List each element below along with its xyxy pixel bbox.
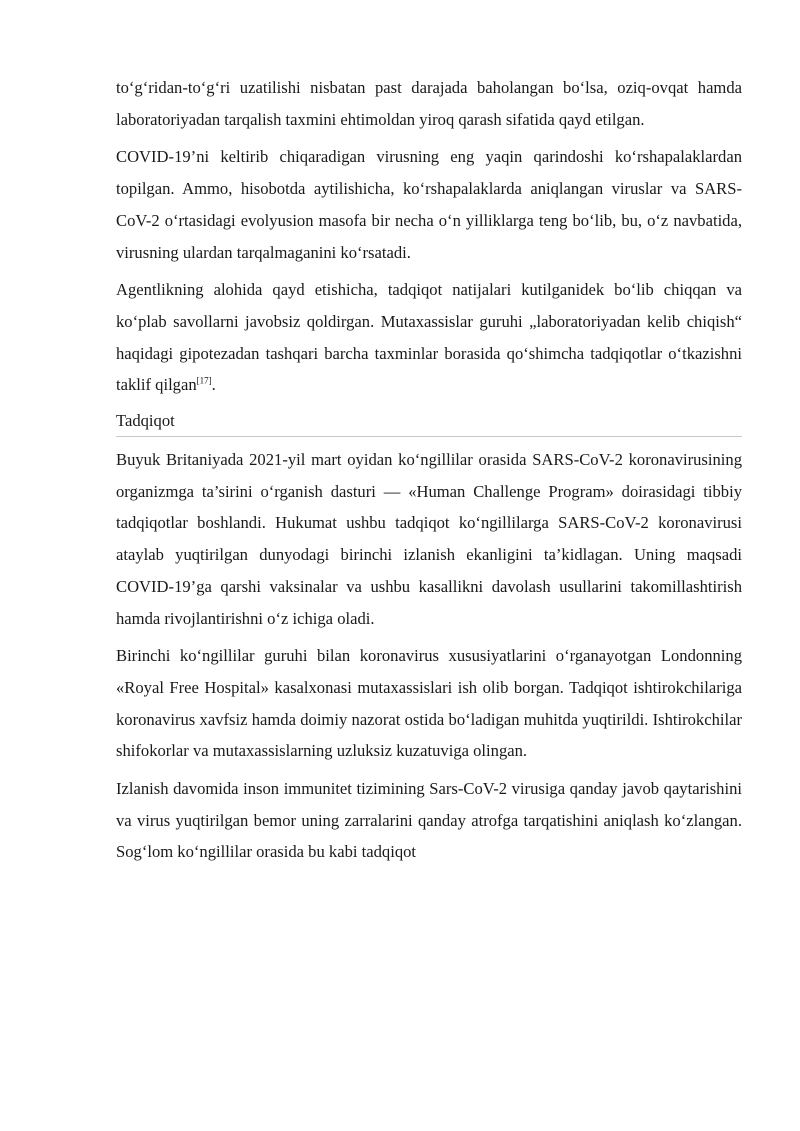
paragraph-trailing: . <box>211 375 216 395</box>
paragraph-origin-assessment <box>116 72 742 135</box>
paragraph-human-challenge <box>116 444 742 634</box>
paragraph-text: to‘g‘ridan-to‘g‘ri uzatilishi nisbatan past darajada baholangan bo‘lsa, oziq-ovqat hamda laboratoriyadan tarqalish taxmini ehtimoldan yiroq qarash sifatida qayd etilgan. <box>116 78 742 129</box>
paragraph-royal-free <box>116 640 742 767</box>
citation-link[interactable]: [17] <box>196 375 212 386</box>
paragraph-text: Agentlikning alohida qayd etishicha, tadqiqot natijalari kutilganidek bo‘lib chiqqan va ko‘plab savollarni javobsiz qoldirgan. Mutaxassislar guruhi „laboratoriyadan kelib chiqish“ haqidagi gipotezadan tashqari barcha taxminlar borasida qo‘shimcha tadqiqotlar o‘tkazishni taklif qilgan <box>116 280 742 395</box>
paragraph-text: Birinchi ko‘ngillilar guruhi bilan koronavirus xususiyatlarini o‘rganayotgan Londonning «Royal Free Hospital» kasalxonasi mutaxassislari ish olib borgan. Tadqiqot ishtirokchilariga koronavirus xavfsiz hamda doimiy nazorat ostida bo‘ladigan muhitda yuqtirildi. Ishtirokchilar shifokorlar va mutaxassislarning uzluksiz kuzatuviga olingan. <box>116 646 742 761</box>
section-heading: Tadqiqot <box>116 407 742 437</box>
paragraph-bat-relatives <box>116 141 742 268</box>
paragraph-text: Buyuk Britaniyada 2021-yil mart oyidan ko‘ngillilar orasida SARS-CoV-2 koronavirusining organizmga ta’sirini o‘rganish dasturi — «Human Challenge Program» doirasidagi tibbiy tadqiqotlar boshlandi. Hukumat ushbu tadqiqot ko‘ngillilarga SARS-CoV-2 koronavirusi ataylab yuqtirilgan dunyodagi birinchi izlanish ekanligini ta’kidlagan. Uning maqsadi COVID-19’ga qarshi vaksinalar va ushbu kasallikni davolash usullarini takomillashtirish hamda rivojlantirishni o‘z ichiga oladi. <box>116 450 742 628</box>
paragraph-immune-response <box>116 773 742 868</box>
paragraph-agency-findings <box>116 274 742 401</box>
document-page <box>116 72 742 874</box>
paragraph-text: Izlanish davomida inson immunitet tizimining Sars-CoV-2 virusiga qanday javob qaytarishini va virus yuqtirilgan bemor uning zarralarini qanday atrofga tarqatishini aniqlash ko‘zlangan. Sog‘lom ko‘ngillilar orasida bu kabi tadqiqot <box>116 779 742 862</box>
paragraph-text: COVID-19’ni keltirib chiqaradigan virusning eng yaqin qarindoshi ko‘rshapalaklardan topilgan. Ammo, hisobotda aytilishicha, ko‘rshapalaklarda aniqlangan viruslar va SARS-CoV-2 o‘rtasidagi evolyusion masofa bir necha o‘n yilliklarga teng bo‘lib, bu, o‘z navbatida, virusning ulardan tarqalmaganini ko‘rsatadi. <box>116 147 742 262</box>
section-body <box>116 444 742 868</box>
